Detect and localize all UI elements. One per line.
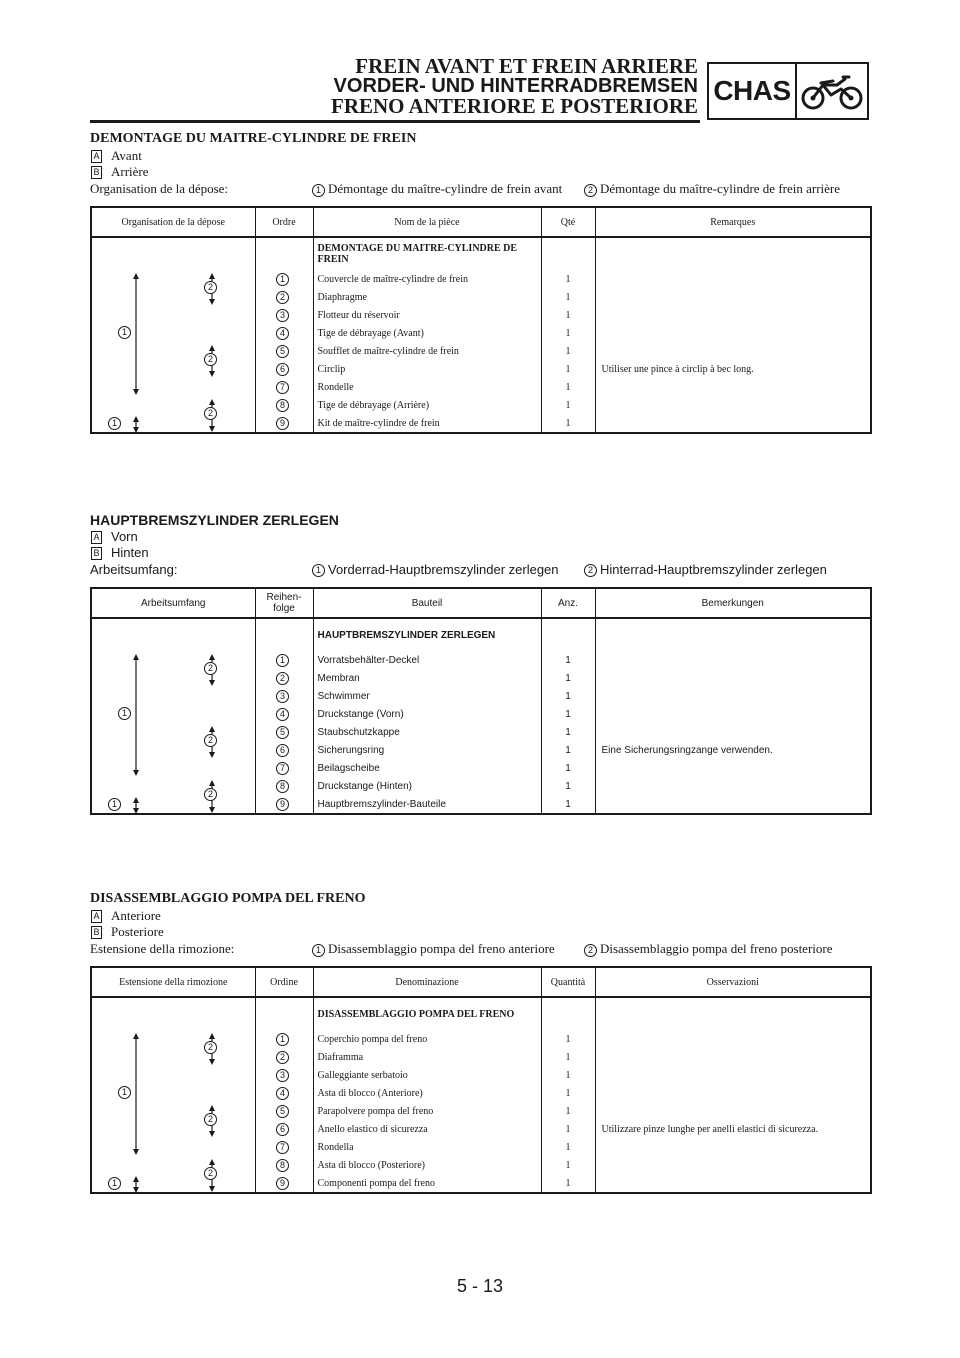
order-number: 1 [276,654,289,667]
qty-cell: 1 [541,306,595,324]
order-number: 5 [276,726,289,739]
page-header-titles [331,56,698,116]
order-cell [255,1120,313,1138]
qty-cell: 1 [541,342,595,360]
header-title-de: VORDER- UND HINTERRADBREMSEN [333,75,698,97]
scope-route-2 [584,940,833,957]
part-name: Parapolvere pompa del freno [313,1102,541,1120]
order-cell [255,687,313,705]
qty-cell: 1 [541,723,595,741]
legend-a [90,908,870,924]
part-name: Beilagscheibe [313,759,541,777]
order-number: 2 [276,291,289,304]
order-number: 7 [276,762,289,775]
order-number: 9 [276,798,289,811]
part-name: Anello elastico di sicurezza [313,1120,541,1138]
remark-cell [595,324,871,342]
route-2-label: 2 [204,353,217,366]
parts-table [90,206,872,434]
remark-cell [595,1030,871,1048]
col-header-scope: Organisation de la dépose [91,207,255,237]
order-number: 3 [276,309,289,322]
part-name: Componenti pompa del freno [313,1174,541,1193]
box-letter-b: B [91,547,102,560]
qty-cell: 1 [541,1102,595,1120]
removal-route-arrows [92,619,256,815]
route-1-arrow [133,1176,139,1193]
remark-cell [595,777,871,795]
part-name: Rondelle [313,378,541,396]
route-1-marker: 1 [312,944,325,957]
col-header-part: Denominazione [313,967,541,997]
removal-route-cell [91,997,255,1193]
remark-cell [595,1066,871,1084]
col-header-remarks: Remarques [595,207,871,237]
col-header-order: Ordre [255,207,313,237]
legend-b-text: Hinten [111,545,149,560]
order-cell [255,342,313,360]
order-cell [255,723,313,741]
route-2-label: 2 [204,788,217,801]
scope-label: Organisation de la dépose: [90,181,229,196]
route-2-label: 2 [204,407,217,420]
part-name: Galleggiante serbatoio [313,1066,541,1084]
legend-b [90,924,870,940]
remark-cell [595,378,871,396]
scope-route-1-text: Démontage du maître-cylindre de frein avant [328,181,563,196]
qty-cell: 1 [541,669,595,687]
scope-route-1 [312,561,584,578]
table-header-row [91,207,871,237]
remark-cell [595,1102,871,1120]
order-cell [255,997,313,1030]
part-name: Hauptbremszylinder-Bauteile [313,795,541,814]
legend-b [90,545,870,561]
route-1-label: 1 [118,707,131,720]
order-number: 6 [276,1123,289,1136]
qty-cell: 1 [541,270,595,288]
route-2-marker: 2 [584,564,597,577]
remark-cell [595,723,871,741]
route-1-marker: 1 [312,564,325,577]
route-2-label: 2 [204,281,217,294]
qty-cell: 1 [541,1156,595,1174]
box-letter-a: A [91,150,102,163]
box-letter-b: B [91,166,102,179]
legend-a [90,529,870,545]
qty-cell: 1 [541,1066,595,1084]
order-cell [255,1138,313,1156]
order-number: 9 [276,1177,289,1190]
remark-cell: Utilizzare pinze lunghe per anelli elastici di sicurezza. [595,1120,871,1138]
order-cell [255,618,313,651]
order-number: 3 [276,690,289,703]
order-cell [255,360,313,378]
scope-label: Arbeitsumfang: [90,562,178,577]
part-name: Sicherungsring [313,741,541,759]
part-name: Asta di blocco (Anteriore) [313,1084,541,1102]
order-number: 2 [276,1051,289,1064]
col-header-qty: Anz. [541,588,595,618]
order-cell [255,1156,313,1174]
col-header-scope: Arbeitsumfang [91,588,255,618]
order-cell [255,795,313,814]
table-title-row [91,997,871,1030]
qty-cell: 1 [541,1174,595,1193]
route-2-label: 2 [204,662,217,675]
scope-route-1-text: Disassemblaggio pompa del freno anteriore [328,941,555,956]
order-number: 7 [276,1141,289,1154]
box-letter-a: A [91,910,102,923]
order-number: 4 [276,1087,289,1100]
remark-cell [595,288,871,306]
remark-cell [595,997,871,1030]
qty-cell: 1 [541,741,595,759]
part-name: Diaframma [313,1048,541,1066]
route-2-label: 2 [204,1041,217,1054]
part-name: Coperchio pompa del freno [313,1030,541,1048]
route-1-label: 1 [108,1177,121,1190]
remark-cell: Eine Sicherungsringzange verwenden. [595,741,871,759]
part-name: Diaphragme [313,288,541,306]
part-name: Asta di blocco (Posteriore) [313,1156,541,1174]
part-name: Tige de débrayage (Arrière) [313,396,541,414]
page-number: 5 - 13 [456,1276,504,1296]
header-title-it: FRENO ANTERIORE E POSTERIORE [331,94,698,118]
qty-cell [541,997,595,1030]
order-cell [255,1174,313,1193]
order-cell [255,1030,313,1048]
col-header-order [255,588,313,618]
remark-cell [595,618,871,651]
order-cell [255,651,313,669]
remark-cell [595,1084,871,1102]
order-number: 2 [276,672,289,685]
order-cell [255,1084,313,1102]
route-1-marker: 1 [312,184,325,197]
route-2-label: 2 [204,1113,217,1126]
section-it [90,890,870,957]
col-header-order-text: Reihen- folge [266,592,302,614]
section-title: DISASSEMBLAGGIO POMPA DEL FRENO [90,891,366,906]
part-name: Membran [313,669,541,687]
parts-table [90,966,872,1194]
removal-route-cell [91,237,255,433]
table-title-row [91,237,871,270]
section-de [90,511,870,578]
qty-cell: 1 [541,1138,595,1156]
table-title: HAUPTBREMSZYLINDER ZERLEGEN [313,618,541,651]
qty-cell: 1 [541,1030,595,1048]
route-1-label: 1 [118,1086,131,1099]
qty-cell: 1 [541,396,595,414]
route-2-label: 2 [204,1167,217,1180]
order-cell [255,306,313,324]
qty-cell: 1 [541,378,595,396]
order-number: 4 [276,327,289,340]
part-name: Druckstange (Vorn) [313,705,541,723]
route-1-arrow [133,797,139,814]
route-2-marker: 2 [584,184,597,197]
part-name: Druckstange (Hinten) [313,777,541,795]
qty-cell: 1 [541,1048,595,1066]
order-cell [255,741,313,759]
remark-cell [595,396,871,414]
parts-table [90,587,872,815]
legend-a-text: Vorn [111,529,138,544]
order-number: 3 [276,1069,289,1082]
order-cell [255,777,313,795]
remark-cell [595,1138,871,1156]
section-fr [90,130,870,197]
removal-route-cell [91,618,255,814]
order-number: 9 [276,417,289,430]
col-header-remarks: Osservazioni [595,967,871,997]
col-header-part: Nom de la pièce [313,207,541,237]
order-cell [255,1102,313,1120]
order-number: 8 [276,780,289,793]
col-header-qty: Quantità [541,967,595,997]
scope-route-2 [584,180,840,197]
qty-cell: 1 [541,777,595,795]
col-header-scope: Estensione della rimozione [91,967,255,997]
part-name: Soufflet de maître-cylindre de frein [313,342,541,360]
order-cell [255,288,313,306]
order-number: 6 [276,363,289,376]
remark-cell [595,795,871,814]
table-title: DEMONTAGE DU MAITRE-CYLINDRE DE FREIN [313,237,541,270]
section-title: DEMONTAGE DU MAITRE-CYLINDRE DE FREIN [90,131,417,146]
part-name: Staubschutzkappe [313,723,541,741]
order-cell [255,324,313,342]
col-header-order: Ordine [255,967,313,997]
remark-cell [595,306,871,324]
route-1-label: 1 [118,326,131,339]
order-cell [255,705,313,723]
qty-cell: 1 [541,1120,595,1138]
order-cell [255,669,313,687]
order-number: 1 [276,1033,289,1046]
table-header-row [91,588,871,618]
qty-cell: 1 [541,1084,595,1102]
qty-cell: 1 [541,288,595,306]
remark-cell [595,342,871,360]
scope-route-2-text: Disassemblaggio pompa del freno posteriore [600,941,833,956]
remark-cell [595,687,871,705]
order-cell [255,1048,313,1066]
order-number: 8 [276,1159,289,1172]
order-cell [255,270,313,288]
order-number: 1 [276,273,289,286]
qty-cell: 1 [541,324,595,342]
part-name: Tige de débrayage (Avant) [313,324,541,342]
legend-b-text: Arrière [111,164,149,179]
scope-route-1 [312,940,584,957]
remark-cell [595,759,871,777]
scope-route-2 [584,561,827,578]
route-2-marker: 2 [584,944,597,957]
scope-route-1 [312,180,584,197]
remark-cell [595,270,871,288]
remark-cell: Utiliser une pince à circlip à bec long. [595,360,871,378]
order-cell [255,378,313,396]
box-letter-a: A [91,531,102,544]
section-title: HAUPTBREMSZYLINDER ZERLEGEN [90,512,339,528]
qty-cell [541,237,595,270]
removal-scope [90,561,870,578]
order-number: 4 [276,708,289,721]
table-title: DISASSEMBLAGGIO POMPA DEL FRENO [313,997,541,1030]
col-header-remarks: Bemerkungen [595,588,871,618]
remark-cell [595,237,871,270]
header-title-fr: FREIN AVANT ET FREIN ARRIERE [355,54,698,78]
part-name: Rondella [313,1138,541,1156]
part-name: Kit de maître-cylindre de frein [313,414,541,433]
legend-a [90,148,870,164]
qty-cell: 1 [541,414,595,433]
remark-cell [595,705,871,723]
remark-cell [595,1048,871,1066]
scope-route-2-text: Hinterrad-Hauptbremszylinder zerlegen [600,562,827,577]
box-letter-b: B [91,926,102,939]
part-name: Couvercle de maître-cylindre de frein [313,270,541,288]
order-number: 5 [276,1105,289,1118]
removal-route-arrows [92,238,256,434]
table-header-row [91,967,871,997]
legend-b-text: Posteriore [111,924,164,939]
remark-cell [595,669,871,687]
qty-cell: 1 [541,360,595,378]
legend-b [90,164,870,180]
qty-cell: 1 [541,705,595,723]
table-title-row [91,618,871,651]
route-1-label: 1 [108,417,121,430]
order-number: 6 [276,744,289,757]
part-name: Circlip [313,360,541,378]
col-header-qty: Qté [541,207,595,237]
order-number: 7 [276,381,289,394]
remark-cell [595,1174,871,1193]
chapter-badge [707,62,869,120]
order-number: 5 [276,345,289,358]
order-cell [255,759,313,777]
order-cell [255,414,313,433]
order-cell [255,237,313,270]
part-name: Flotteur du réservoir [313,306,541,324]
removal-scope [90,940,870,957]
remark-cell [595,651,871,669]
col-header-part: Bauteil [313,588,541,618]
scope-route-1-text: Vorderrad-Hauptbremszylinder zerlegen [328,562,559,577]
removal-scope [90,180,870,197]
order-cell [255,1066,313,1084]
header-rule [90,120,700,123]
qty-cell: 1 [541,651,595,669]
order-number: 8 [276,399,289,412]
removal-route-arrows [92,998,256,1194]
motorcycle-icon [797,64,867,118]
route-1-label: 1 [108,798,121,811]
qty-cell [541,618,595,651]
chapter-badge-label: CHAS [709,64,797,118]
remark-cell [595,414,871,433]
scope-route-2-text: Démontage du maître-cylindre de frein arrière [600,181,841,196]
part-name: Schwimmer [313,687,541,705]
legend-a-text: Anteriore [111,908,161,923]
scope-label: Estensione della rimozione: [90,941,235,956]
qty-cell: 1 [541,759,595,777]
remark-cell [595,1156,871,1174]
qty-cell: 1 [541,687,595,705]
order-cell [255,396,313,414]
legend-a-text: Avant [111,148,142,163]
qty-cell: 1 [541,795,595,814]
route-2-label: 2 [204,734,217,747]
part-name: Vorratsbehälter-Deckel [313,651,541,669]
route-1-arrow [133,416,139,433]
